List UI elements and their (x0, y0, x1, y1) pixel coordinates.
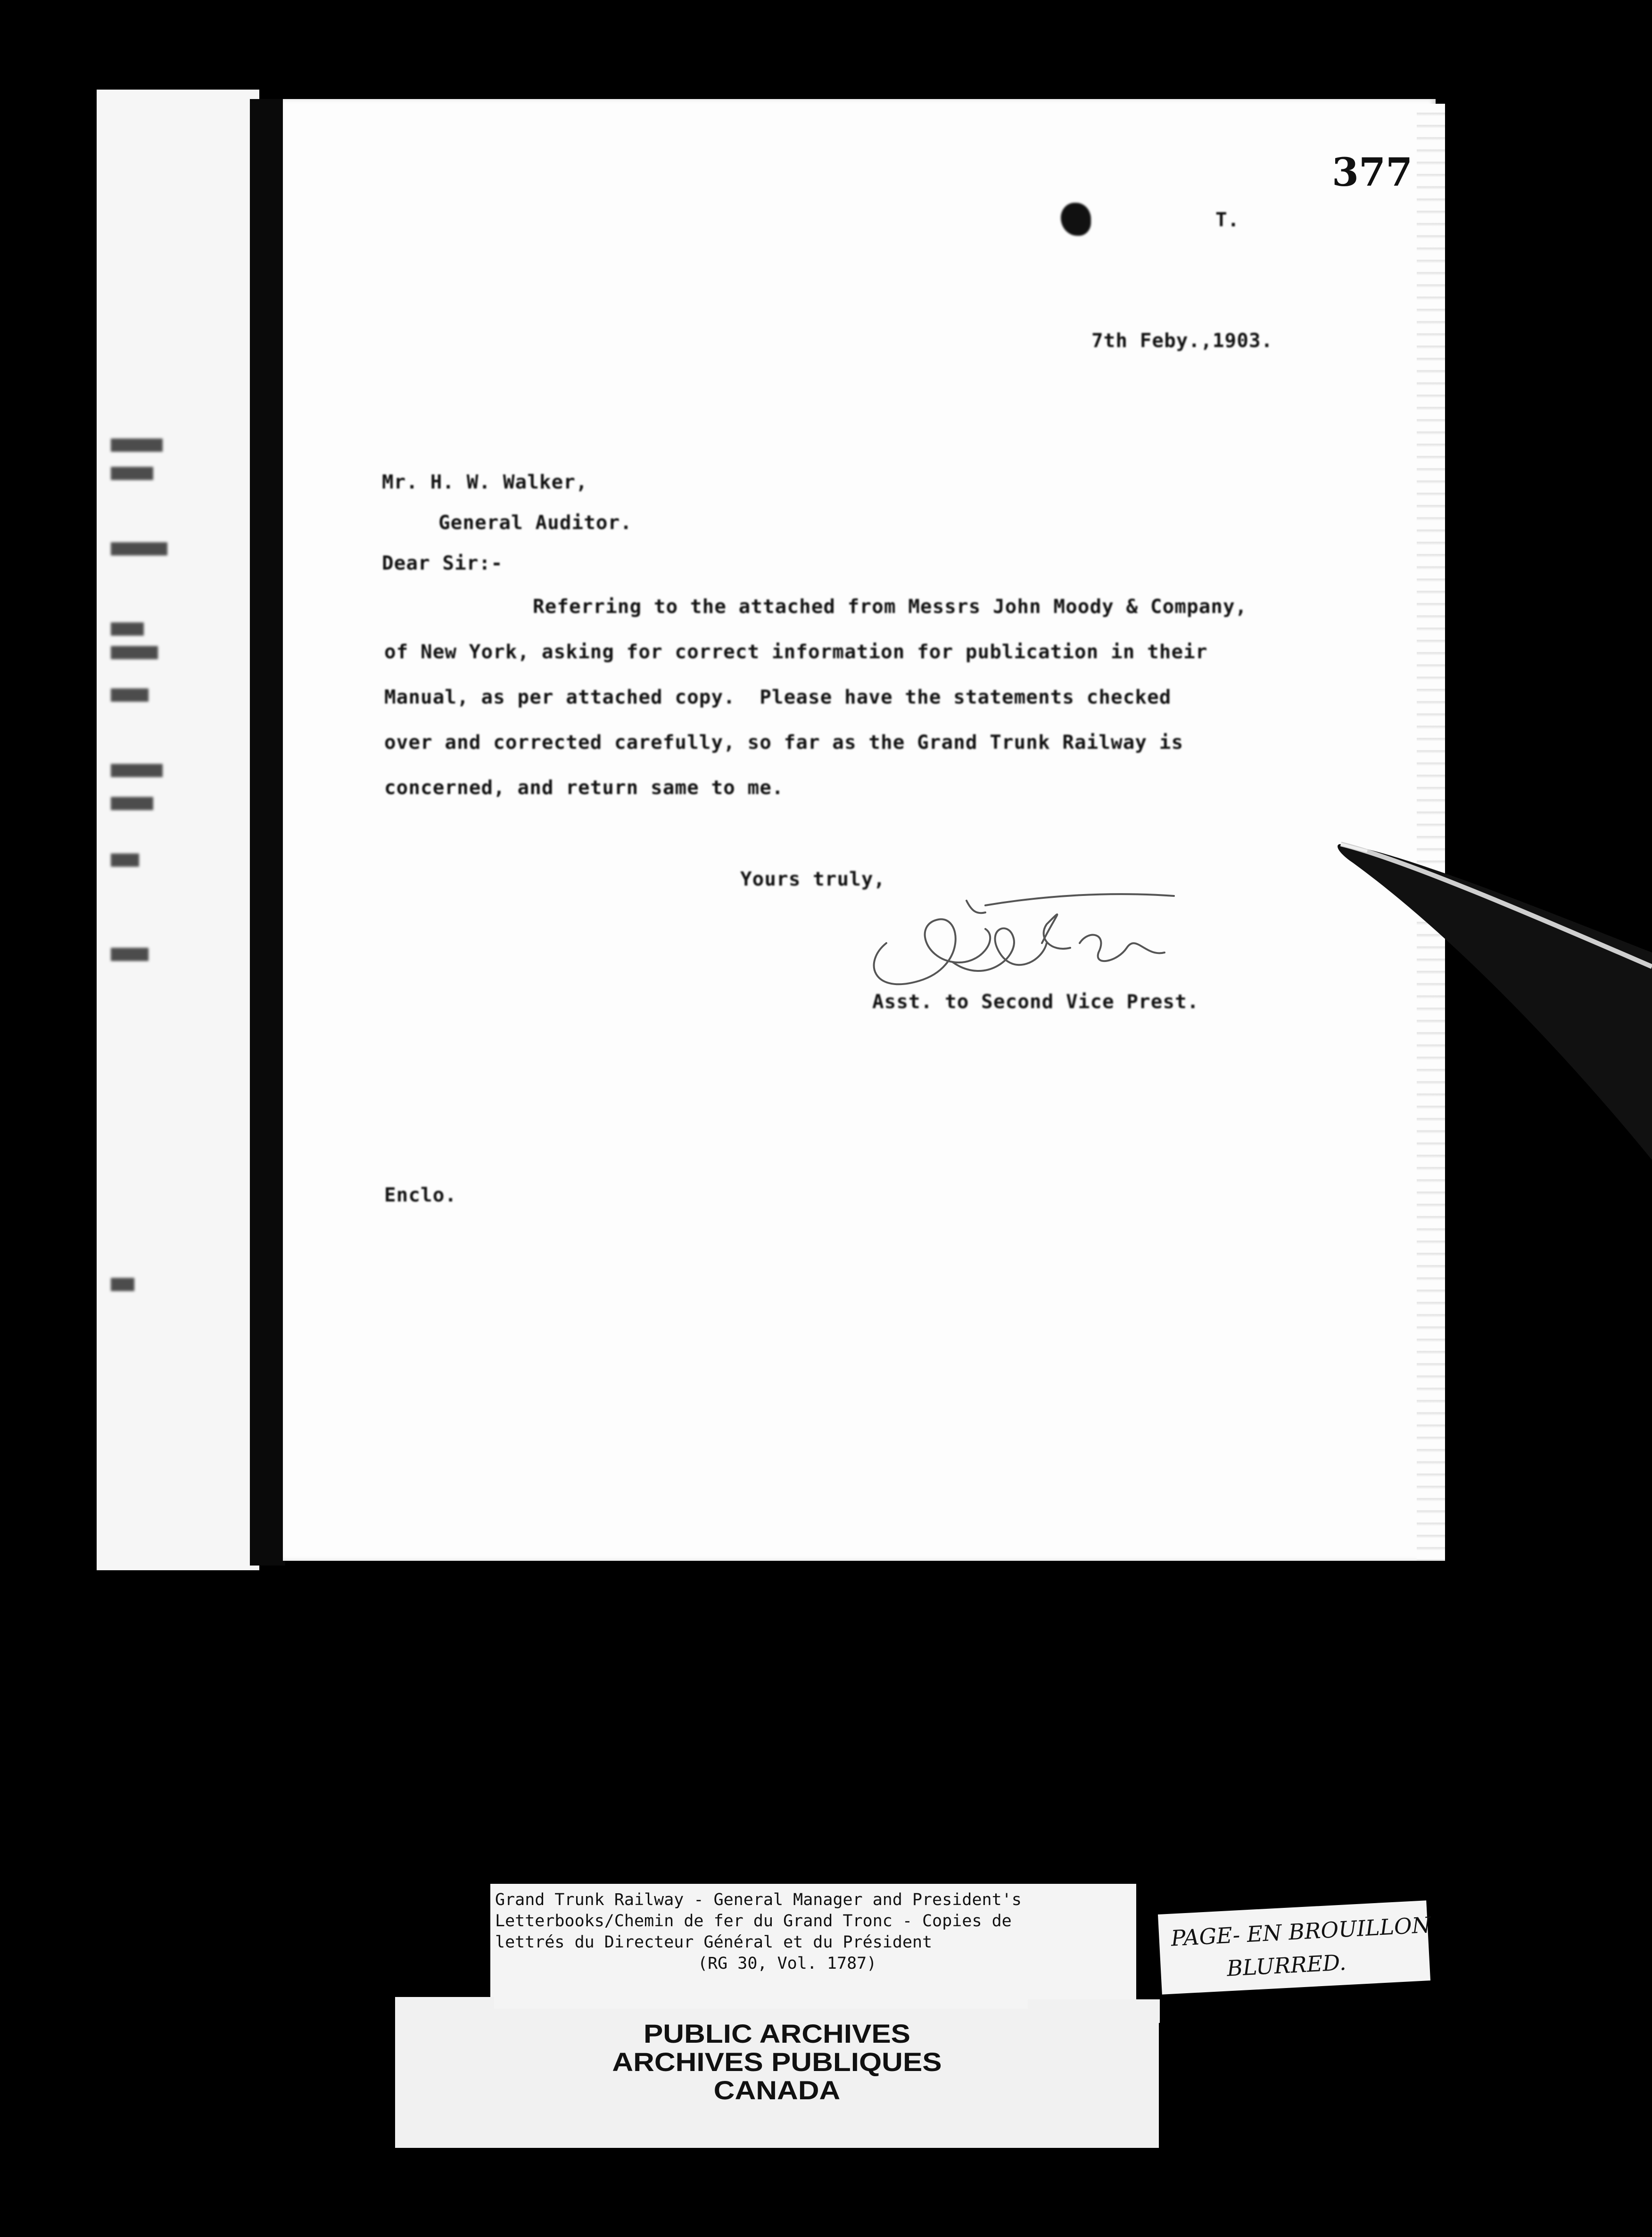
catalog-label (490, 1884, 1136, 2017)
body-line-1: Referring to the attached from Messrs John Moody & Company, (533, 595, 1247, 618)
catalog-line-4: (RG 30, Vol. 1787) (698, 1954, 877, 1973)
body-line-4: over and corrected carefully, so far as the Grand Trunk Railway is (384, 731, 1184, 754)
adjacent-page-strip (97, 90, 259, 1570)
catalog-line-1: Grand Trunk Railway - General Manager and President's (495, 1890, 1022, 1909)
binding-gutter (250, 99, 285, 1566)
archives-stamp (395, 2009, 1159, 2148)
file-mark: T. (1215, 208, 1240, 231)
body-line-3: Manual, as per attached copy. Please have the statements checked (384, 686, 1172, 708)
handwritten-note (1158, 1900, 1430, 1995)
signer-title: Asst. to Second Vice Prest. (872, 990, 1199, 1013)
enclosure-note: Enclo. (384, 1184, 457, 1206)
page-number: 377 (1332, 150, 1413, 195)
handwritten-signature (844, 887, 1249, 995)
letter-sheet (283, 99, 1436, 1561)
handwritten-note-line-1: PAGE- EN BROUILLON (1170, 1912, 1432, 1951)
archives-line-3: CANADA (713, 2076, 841, 2105)
salutation: Dear Sir:- (382, 552, 503, 574)
closing: Yours truly, (740, 868, 886, 890)
recipient-title: General Auditor. (438, 511, 632, 534)
catalog-line-3: lettrés du Directeur Général et du Président (495, 1933, 933, 1952)
archives-line-2: ARCHIVES PUBLIQUES (612, 2047, 942, 2077)
body-line-2: of New York, asking for correct information for publication in their (384, 640, 1208, 663)
body-line-5: concerned, and return same to me. (384, 776, 784, 799)
recipient-name: Mr. H. W. Walker, (382, 471, 588, 493)
catalog-line-2: Letterbooks/Chemin de fer du Grand Tronc - Copies de (495, 1912, 1012, 1930)
archives-line-1: PUBLIC ARCHIVES (643, 2019, 911, 2049)
letter-date: 7th Feby.,1903. (1091, 329, 1273, 352)
pencil-pointer (1334, 830, 1652, 1160)
handwritten-note-line-2: BLURRED. (1226, 1949, 1347, 1981)
